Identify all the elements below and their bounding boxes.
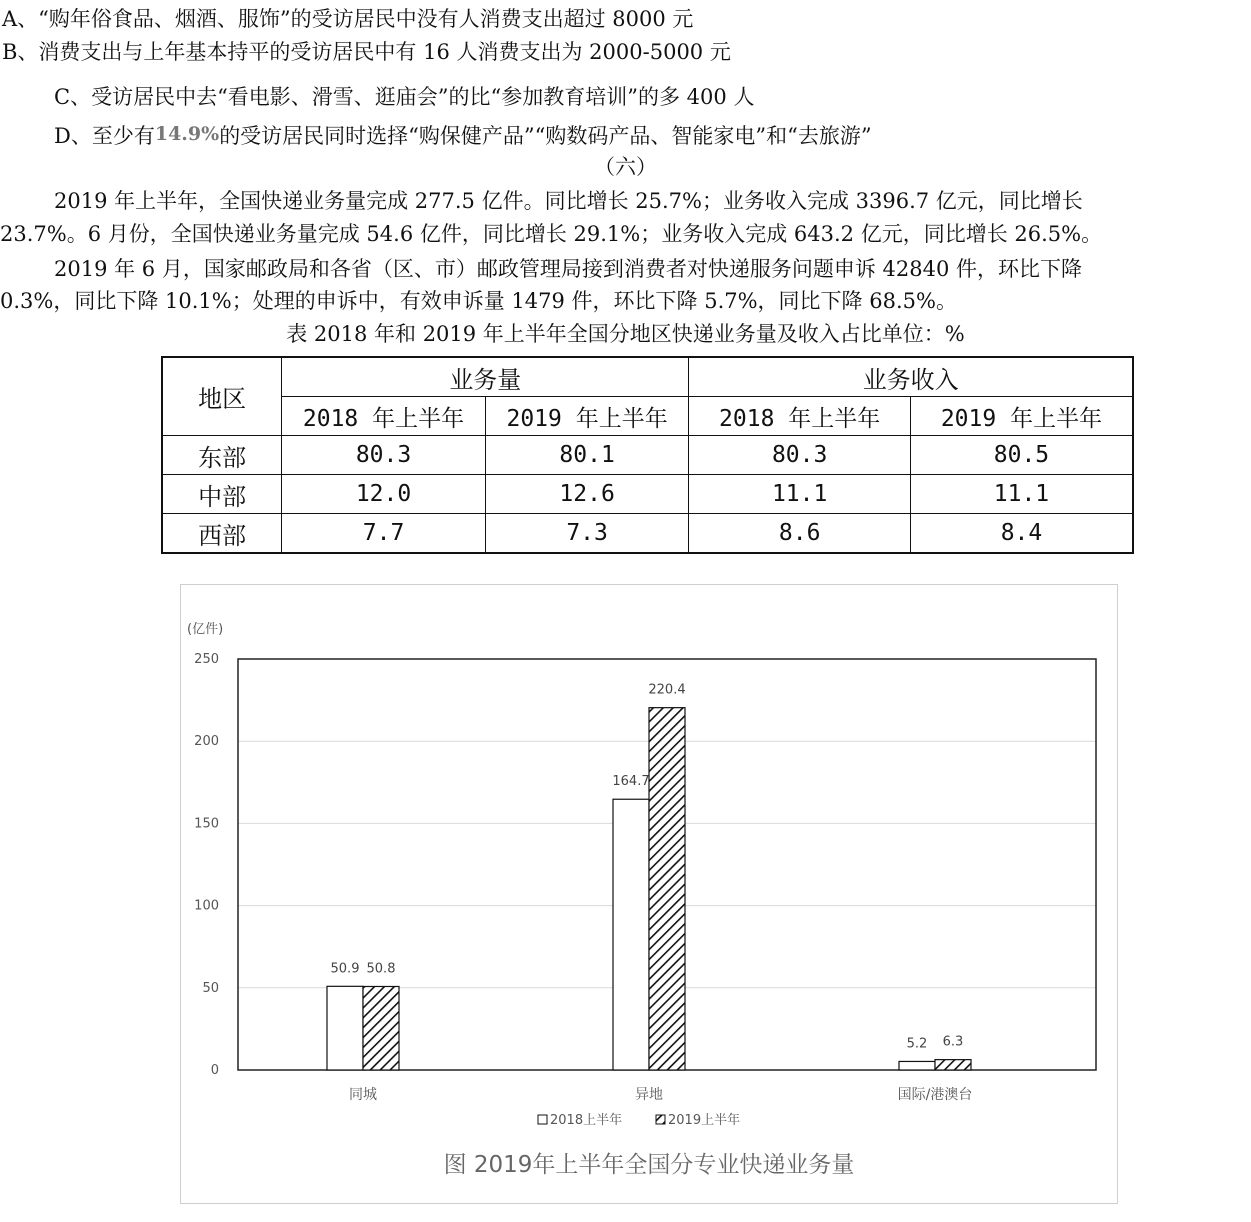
x-tick-label: 国际/港澳台 [897,1087,973,1103]
table-caption: 表 2018 年和 2019 年上半年全国分地区快递业务量及收入占比单位：% [286,322,965,346]
row-region: 中部 [162,475,282,514]
paragraph-1-line-1: 2019 年上半年，全国快递业务量完成 277.5 亿件。同比增长 25.7%；业务收入完成 3396.7 亿元，同比增长 [54,189,1083,213]
data-label: 164.7 [612,774,650,790]
row-region: 东部 [162,436,282,475]
table-cell: 8.6 [689,514,911,554]
option-d-suffix: 的受访居民同时选择“购保健产品”“购数码产品、智能家电”和“去旅游” [219,124,872,148]
y-tick-label: 250 [194,652,219,667]
legend-swatch [656,1115,665,1124]
data-label: 50.8 [366,961,396,977]
chart-frame [180,584,1118,1204]
legend-swatch [538,1115,547,1124]
table-cell: 12.6 [485,475,689,514]
data-label: 50.9 [330,961,360,977]
region-share-table [161,356,1134,554]
option-c: C、受访居民中去“看电影、滑雪、逛庙会”的比“参加教育培训”的多 400 人 [54,85,755,109]
table-cell: 80.5 [910,436,1133,475]
table-cell: 7.7 [282,514,486,554]
data-label: 6.3 [942,1034,964,1050]
section-heading: （六） [594,155,657,179]
option-b: B、消费支出与上年基本持平的受访居民中有 16 人消费支出为 2000-5000 元 [2,40,731,64]
bar [327,986,363,1070]
table-cell: 12.0 [282,475,486,514]
y-tick-label: 100 [194,898,219,914]
option-d [54,121,872,152]
bar [935,1060,971,1070]
legend-label: 2018上半年 [550,1113,623,1128]
table-row [162,514,1133,554]
option-a: A、“购年俗食品、烟酒、服饰”的受访居民中没有人消费支出超过 8000 元 [2,7,694,31]
header-region: 地区 [162,357,282,436]
subheader-volume-2018: 2018 年上半年 [282,397,486,436]
bar [363,986,399,1070]
y-axis-unit: (亿件) [187,622,224,637]
paragraph-2-line-2: 0.3%，同比下降 10.1%；处理的申诉中，有效申诉量 1479 件，环比下降 5.7%，同比下降 68.5%。 [0,289,957,313]
y-tick-label: 50 [202,980,219,996]
data-label: 220.4 [648,682,686,698]
paragraph-1-line-2: 23.7%。6 月份，全国快递业务量完成 54.6 亿件，同比增长 29.1%；业务收入完成 643.2 亿元，同比增长 26.5%。 [0,222,1103,246]
table-cell: 80.1 [485,436,689,475]
table-cell: 80.3 [282,436,486,475]
y-tick-label: 150 [194,816,219,832]
bar [899,1061,935,1070]
option-d-percent: 14.9% [154,123,220,145]
table-cell: 7.3 [485,514,689,554]
paragraph-2-line-1: 2019 年 6 月，国家邮政局和各省（区、市）邮政管理局接到消费者对快递服务问题申诉 42840 件，环比下降 [54,257,1082,281]
header-volume: 业务量 [282,357,689,397]
table-cell: 8.4 [910,514,1133,554]
bar [613,799,649,1070]
y-tick-label: 0 [210,1063,219,1078]
y-tick-label: 200 [194,734,219,750]
option-d-prefix: D、至少有 [54,124,155,148]
subheader-revenue-2018: 2018 年上半年 [689,397,911,436]
express-volume-chart [181,585,1117,1203]
subheader-revenue-2019: 2019 年上半年 [910,397,1133,436]
table-cell: 80.3 [689,436,911,475]
table-cell: 11.1 [910,475,1133,514]
subheader-volume-2019: 2019 年上半年 [485,397,689,436]
header-revenue: 业务收入 [689,357,1133,397]
x-tick-label: 异地 [635,1087,663,1103]
legend-label: 2019上半年 [668,1113,741,1128]
table-row [162,475,1133,514]
table-row [162,436,1133,475]
x-tick-label: 同城 [349,1087,377,1103]
data-label: 5.2 [906,1036,928,1052]
chart-title: 图 2019年上半年全国分专业快递业务量 [443,1152,855,1178]
table-cell: 11.1 [689,475,911,514]
bar [649,708,685,1070]
row-region: 西部 [162,514,282,554]
